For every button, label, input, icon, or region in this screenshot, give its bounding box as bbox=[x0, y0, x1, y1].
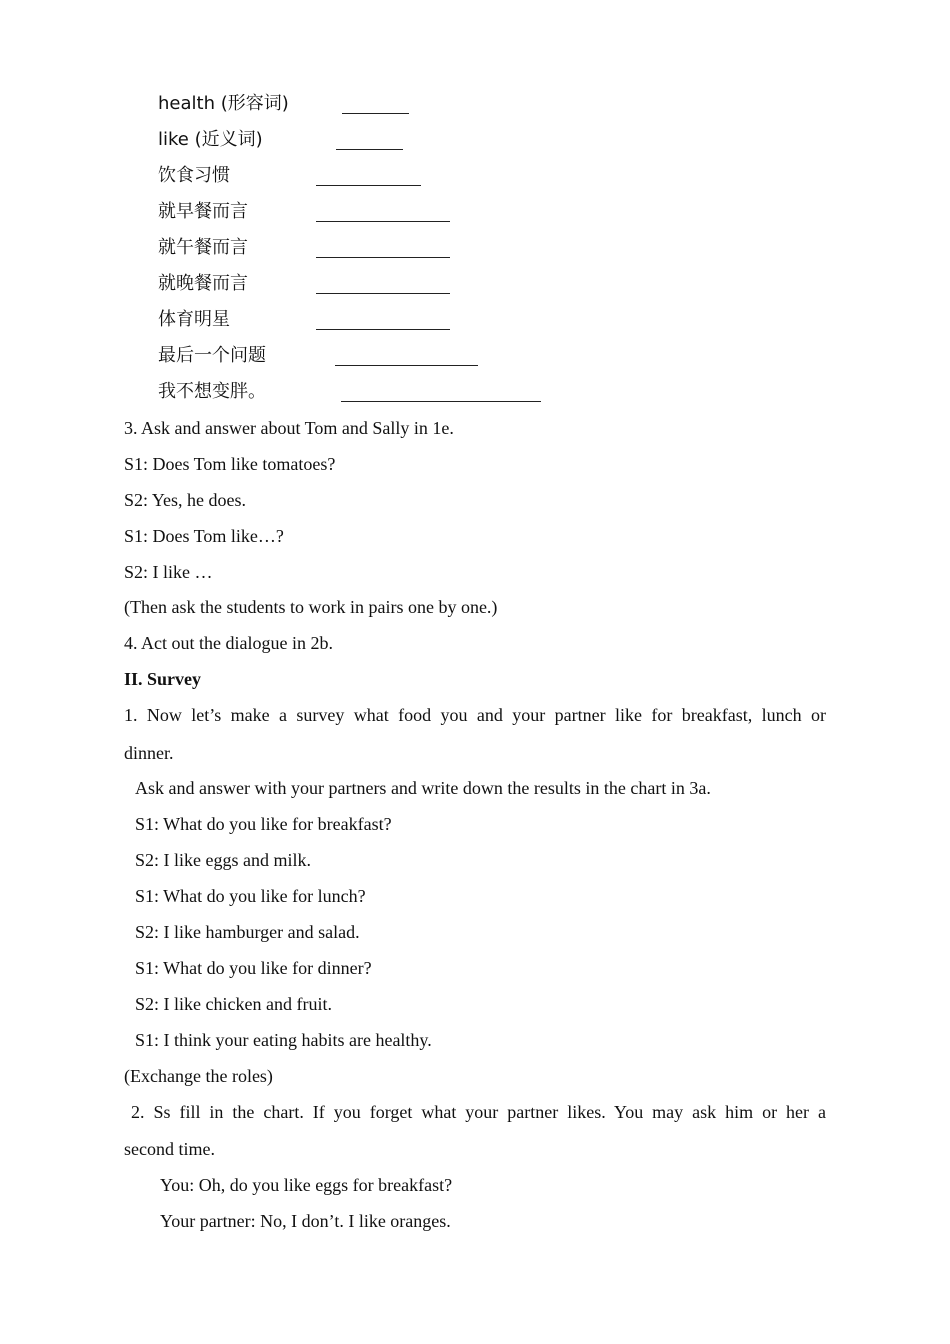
dialogue-line: S1: I think your eating habits are healthy. bbox=[135, 1030, 432, 1050]
answer-blank bbox=[316, 329, 450, 330]
vocab-term: like (近义词) bbox=[158, 129, 263, 150]
answer-blank bbox=[316, 185, 421, 186]
answer-blank bbox=[316, 293, 450, 294]
dialogue-line: S2: I like eggs and milk. bbox=[135, 850, 311, 870]
dialogue-line: S1: Does Tom like tomatoes? bbox=[124, 454, 336, 474]
vocab-term: 体育明星 bbox=[158, 309, 230, 330]
dialogue-line: S2: I like hamburger and salad. bbox=[135, 922, 360, 942]
survey-title: II. Survey bbox=[124, 669, 202, 689]
dialogue-line: S2: I like chicken and fruit. bbox=[135, 994, 332, 1014]
vocab-term: 就早餐而言 bbox=[158, 201, 248, 222]
vocab-term: 就晚餐而言 bbox=[158, 273, 248, 294]
survey-instruction: Ask and answer with your partners and write down the results in the chart in 3a. bbox=[135, 778, 711, 798]
answer-blank bbox=[336, 149, 403, 150]
survey-item-1: 1. Now let’s make a survey what food you and your partner like for breakfast, lunch or bbox=[124, 705, 826, 725]
example-line: You: Oh, do you like eggs for breakfast? bbox=[160, 1175, 453, 1195]
vocab-term: 最后一个问题 bbox=[158, 345, 266, 366]
dialogue-line: S1: What do you like for dinner? bbox=[135, 958, 372, 978]
vocab-term: 饮食习惯 bbox=[158, 165, 230, 186]
section-heading: 3. Ask and answer about Tom and Sally in 1e. bbox=[124, 418, 454, 438]
dialogue-line: S2: I like … bbox=[124, 562, 213, 582]
dialogue-line: S1: What do you like for lunch? bbox=[135, 886, 366, 906]
vocab-term: 我不想变胖。 bbox=[158, 381, 266, 402]
example-line: Your partner: No, I don’t. I like oranges. bbox=[160, 1211, 451, 1231]
dialogue-line: S1: What do you like for breakfast? bbox=[135, 814, 392, 834]
instruction-note: (Then ask the students to work in pairs one by one.) bbox=[124, 597, 498, 617]
dialogue-line: S2: Yes, he does. bbox=[124, 490, 247, 510]
vocab-term: health (形容词) bbox=[158, 93, 289, 114]
answer-blank bbox=[316, 257, 450, 258]
answer-blank bbox=[335, 365, 478, 366]
dialogue-line: S1: Does Tom like…? bbox=[124, 526, 284, 546]
answer-blank bbox=[316, 221, 450, 222]
vocab-term: 就午餐而言 bbox=[158, 237, 248, 258]
survey-item-2: 2. Ss fill in the chart. If you forget what your partner likes. You may ask him or her a bbox=[131, 1102, 826, 1122]
survey-item-1-continued: dinner. bbox=[124, 743, 174, 763]
section-heading: 4. Act out the dialogue in 2b. bbox=[124, 633, 333, 653]
exchange-note: (Exchange the roles) bbox=[124, 1066, 273, 1086]
answer-blank bbox=[341, 401, 541, 402]
answer-blank bbox=[342, 113, 409, 114]
survey-item-2-continued: second time. bbox=[124, 1139, 215, 1159]
